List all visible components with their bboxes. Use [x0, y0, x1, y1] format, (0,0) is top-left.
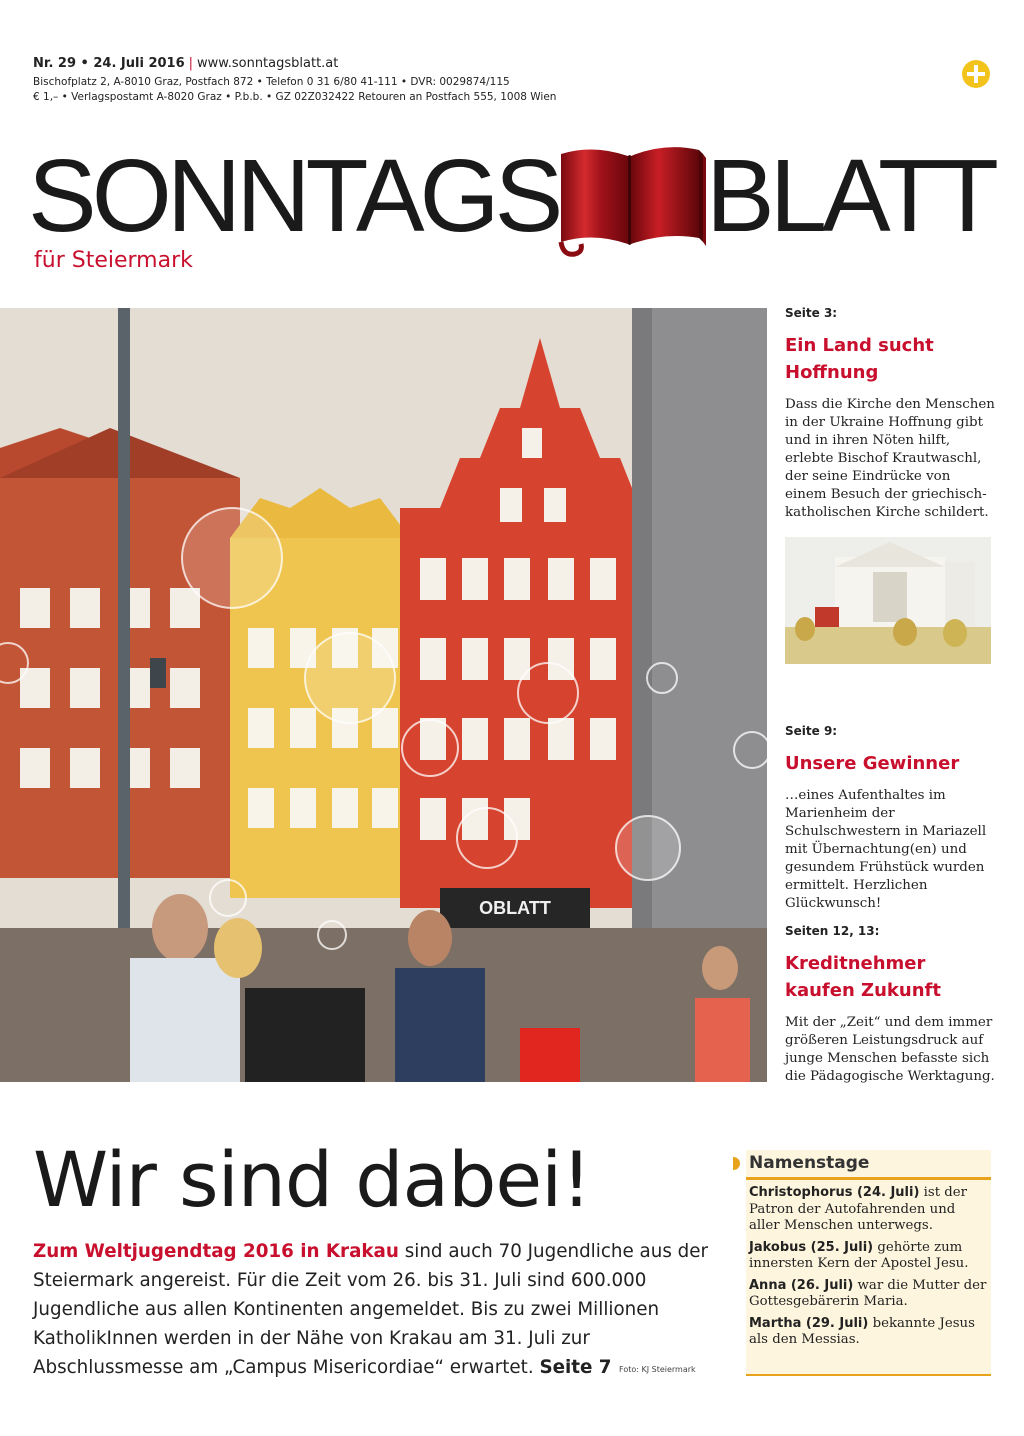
open-book-icon	[553, 140, 711, 260]
teaser-seite-9[interactable]	[785, 724, 995, 913]
namenstag-item	[749, 1316, 989, 1349]
teaser-title[interactable]: Ein Land sucht Hoffnung	[785, 335, 934, 383]
teaser-kicker: Seiten 12, 13:	[785, 924, 880, 938]
hero-photo	[0, 308, 767, 1082]
namenstag-item	[749, 1185, 989, 1235]
logo-word-right: BLATT	[706, 138, 994, 253]
teaser-kicker: Seite 3:	[785, 306, 838, 320]
website-link[interactable]: www.sonntagsblatt.at	[197, 56, 339, 71]
teaser-text: …eines Aufenthaltes im Marienheim der Schulschwestern in Mariazell mit Übernachtung(en) und gesundem Frühstück wurden ermittelt. Herzlichen Glückwunsch!	[785, 788, 987, 911]
issue-separator: |	[188, 56, 194, 71]
lead-page-ref[interactable]: Seite 7	[539, 1357, 612, 1378]
namenstag-name: Martha (29. Juli)	[749, 1315, 869, 1331]
postal-line: € 1,– • Verlagspostamt A-8020 Graz • P.b.b. • GZ 02Z032422 Retouren an Postfach 555, 1008 Wien	[33, 91, 557, 103]
teaser-seite-3[interactable]	[785, 306, 995, 522]
namenstag-name: Christophorus (24. Juli)	[749, 1185, 920, 1200]
logo-word-left: SONNTAGS	[28, 138, 559, 253]
main-headline: Wir sind dabei!	[33, 1135, 591, 1224]
teaser-kicker: Seite 9:	[785, 724, 838, 738]
main-lead	[33, 1237, 713, 1382]
namenstag-text: gehörte zum innersten Kern der Apostel Jesu.	[749, 1239, 969, 1271]
town-square-illustration	[0, 308, 767, 1082]
namenstag-text: war die Mutter der Gottesgebärerin Maria.	[749, 1277, 987, 1309]
teaser-seiten-12-13[interactable]	[785, 924, 995, 1086]
teaser-text: Dass die Kirche den Menschen in der Ukraine Hoffnung gibt und in ihren Nöten hilft, erlebte Bischof Krautwaschl, der seine Eindrücke von einem Besuch der griechisch-katholischen Kirche schildert.	[785, 397, 995, 520]
church-illustration	[785, 537, 991, 664]
ukraine-church-photo	[785, 537, 991, 664]
cross-icon	[962, 60, 990, 88]
issue-number: Nr. 29 • 24. Juli 2016	[33, 56, 185, 71]
masthead-meta	[33, 56, 933, 103]
namenstag-text: bekannte Jesus als den Messias.	[749, 1315, 975, 1347]
namenstage-list	[749, 1185, 989, 1354]
logo-subtitle: für Steiermark	[34, 248, 193, 273]
teaser-title[interactable]: Kreditnehmer kaufen Zukunft	[785, 953, 941, 1001]
namenstag-item	[749, 1278, 989, 1311]
shop-sign: OBLATT	[479, 898, 551, 918]
teaser-text: Mit der „Zeit“ und dem immer größeren Leistungsdruck auf junge Menschen befasste sich die Pädagogische Werktagung.	[785, 1015, 995, 1084]
address-line: Bischofplatz 2, A-8010 Graz, Postfach 872 • Telefon 0 31 6/80 41-111 • DVR: 0029874/115	[33, 76, 510, 88]
namenstag-item	[749, 1240, 989, 1273]
lead-text: sind auch 70 Jugendliche aus der Steiermark angereist. Für die Zeit vom 26. bis 31. Juli sind 600.000 Jugendliche aus allen Kontinenten angemeldet. Bis zu zwei Millionen KatholikInnen werden in der Nähe von Krakau am 31. Juli zur Abschlussmesse am „Campus Misericordiae“ erwartet.	[33, 1241, 709, 1378]
bullet-icon-mask	[727, 1157, 733, 1170]
namenstag-name: Anna (26. Juli)	[749, 1277, 854, 1293]
photo-credit: Foto: KJ Steiermark	[619, 1365, 696, 1374]
teaser-title[interactable]: Unsere Gewinner	[785, 753, 960, 774]
newspaper-logo	[28, 138, 998, 256]
namenstage-title: Namenstage	[746, 1150, 991, 1180]
namenstag-name: Jakobus (25. Juli)	[749, 1239, 874, 1255]
namenstage-box	[746, 1150, 991, 1376]
namenstag-text: ist der Patron der Autofahrenden und aller Menschen unterwegs.	[749, 1185, 968, 1233]
lead-highlight: Zum Weltjugendtag 2016 in Krakau	[33, 1241, 399, 1262]
issue-line	[33, 56, 933, 71]
